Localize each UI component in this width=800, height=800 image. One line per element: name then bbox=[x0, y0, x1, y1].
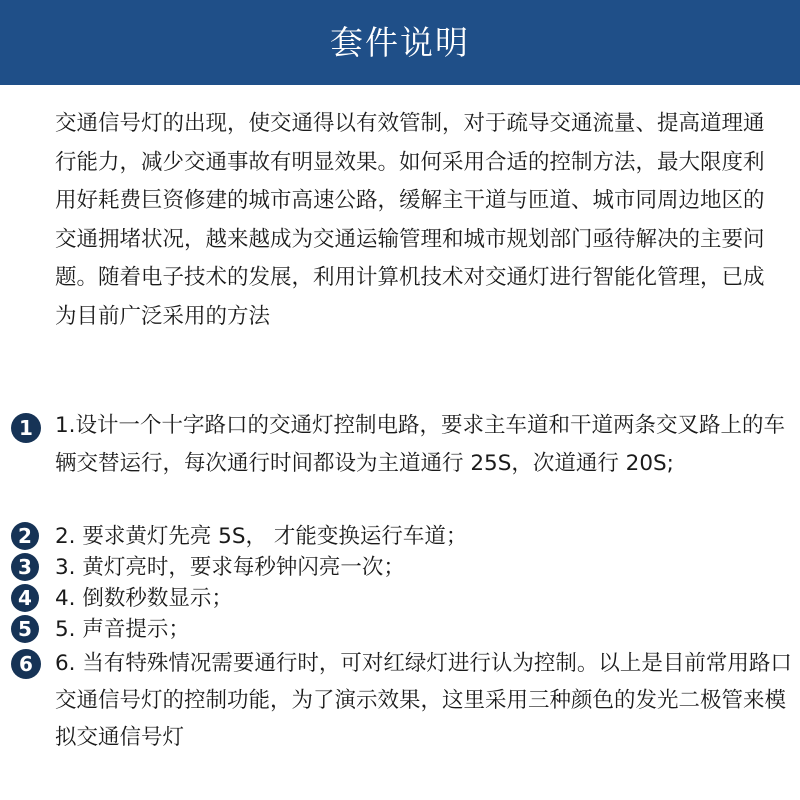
number-6-icon: 6 bbox=[11, 649, 41, 679]
list-item bbox=[0, 583, 800, 614]
number-1-icon: 1 bbox=[11, 413, 41, 443]
list-item-text: 1.设计一个十字路口的交通灯控制电路，要求主车道和干道两条交叉路上的车辆交替运行，每次通行时间都设为主道通行 25S，次道通行 20S; bbox=[55, 413, 786, 476]
list-item-text: 2. 要求黄灯先亮 5S， 才能变换运行车道； bbox=[55, 524, 468, 549]
number-4-icon: 4 bbox=[11, 584, 39, 612]
list-item-text: 5. 声音提示； bbox=[55, 617, 190, 642]
number-2-icon: 2 bbox=[11, 522, 39, 550]
header-banner bbox=[0, 0, 800, 85]
list-item bbox=[0, 614, 800, 645]
list-item bbox=[0, 521, 800, 552]
list-item bbox=[0, 552, 800, 583]
list-item bbox=[0, 407, 800, 521]
number-3-icon: 3 bbox=[11, 553, 39, 581]
intro-paragraph: 交通信号灯的出现，使交通得以有效管制，对于疏导交通流量、提高道理通行能力，减少交通事故有明显效果。如何采用合适的控制方法，最大限度利用好耗费巨资修建的城市高速公路，缓解主干道与匝道、城市同周边地区的交通拥堵状况，越来越成为交通运输管理和城市规划部门亟待解决的主要问题。随着电子技术的发展，利用计算机技术对交通灯进行智能化管理，已成为目前广泛采用的方法 bbox=[55, 111, 765, 329]
requirement-list bbox=[0, 407, 800, 756]
list-item-text: 3. 黄灯亮时，要求每秒钟闪亮一次； bbox=[55, 555, 405, 580]
page-title: 套件说明 bbox=[330, 23, 470, 62]
list-item-text: 4. 倒数秒数显示； bbox=[55, 586, 233, 611]
number-5-icon: 5 bbox=[11, 615, 39, 643]
list-item bbox=[0, 645, 800, 756]
list-item-text: 6. 当有特殊情况需要通行时，可对红绿灯进行认为控制。以上是目前常用路口交通信号灯的控制功能，为了演示效果，这里采用三种颜色的发光二极管来模拟交通信号灯 bbox=[55, 651, 792, 750]
